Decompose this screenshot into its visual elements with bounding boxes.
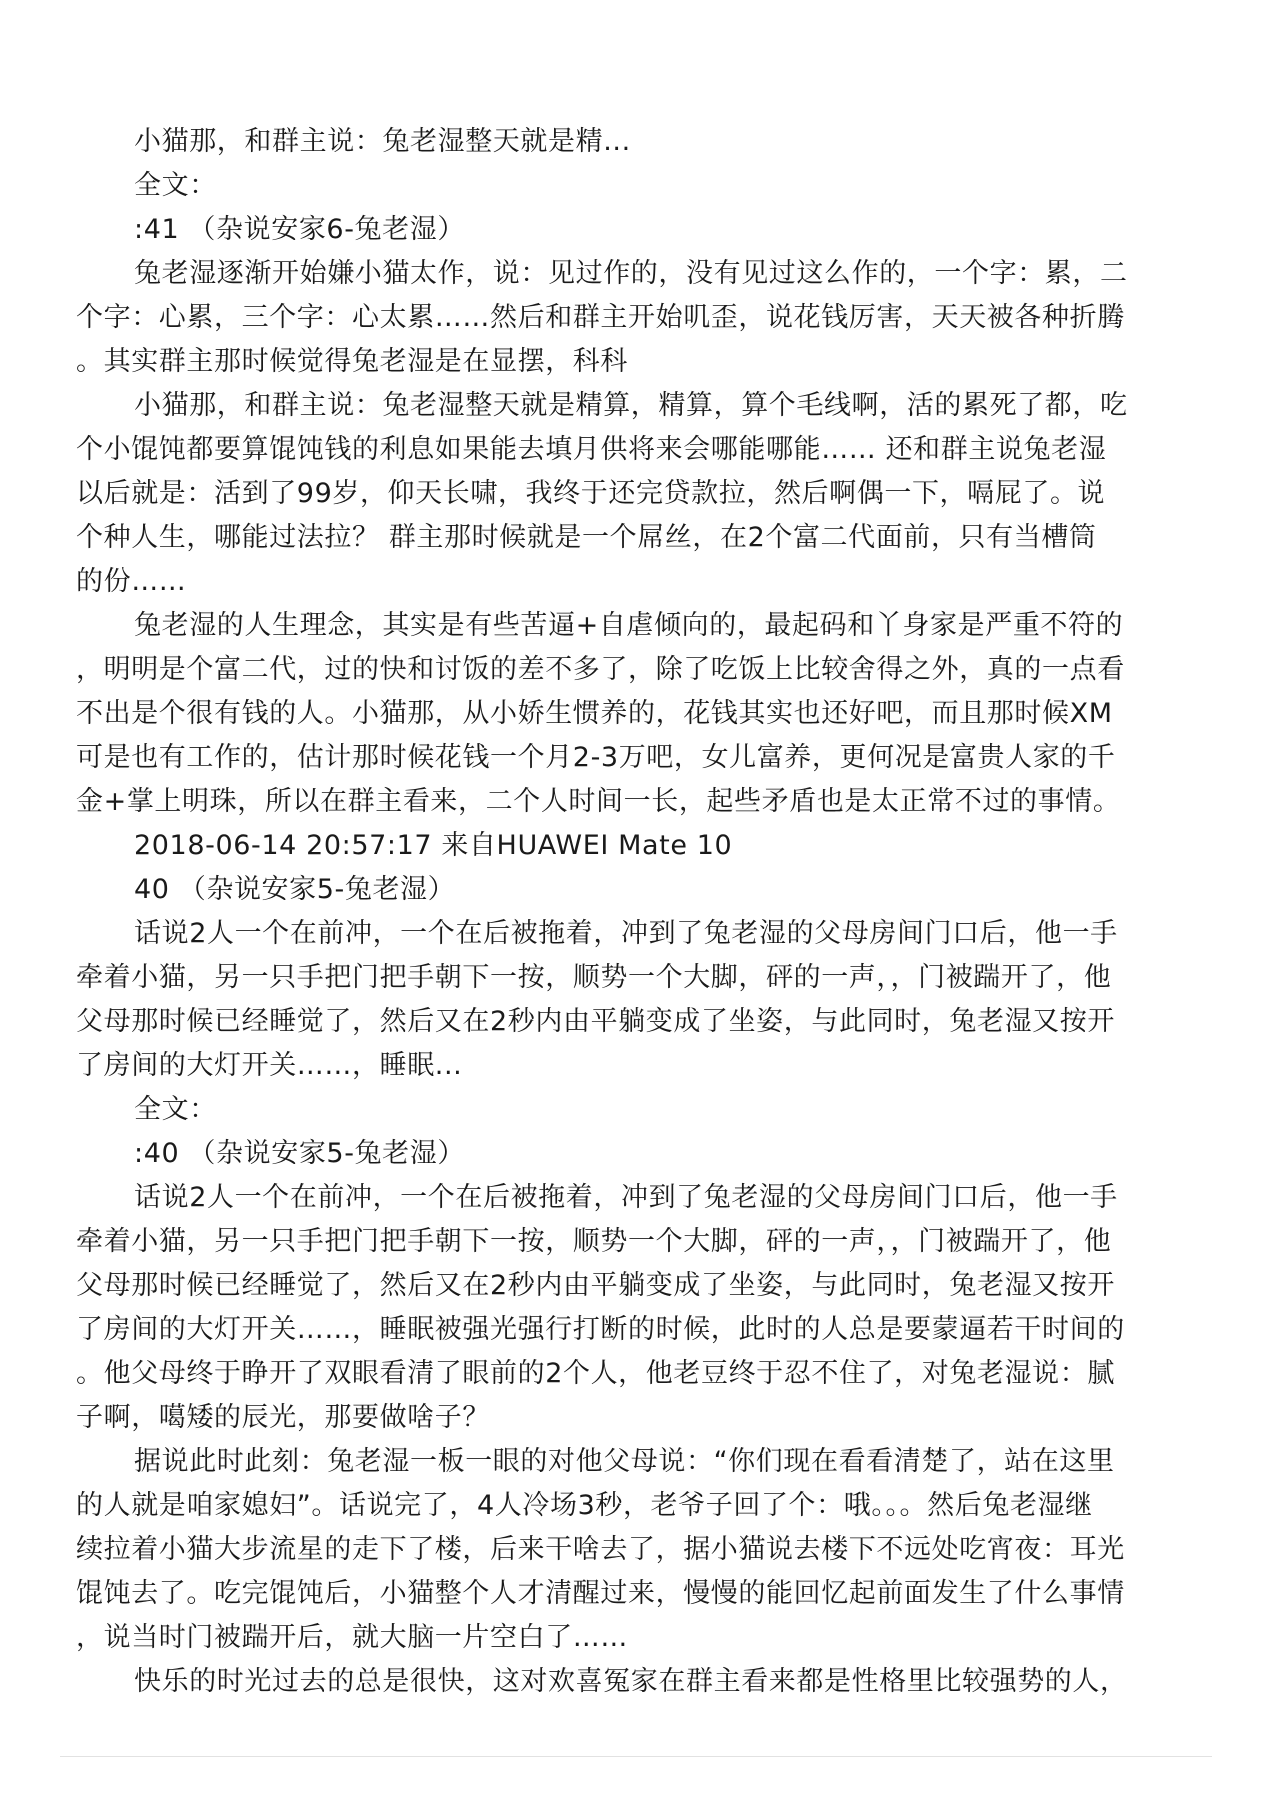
text-line: 话说2人一个在前冲，一个在后被拖着，冲到了兔老湿的父母房间门口后，他一手 [134,1182,1118,1213]
text-line: 父母那时候已经睡觉了，然后又在2秒内由平躺变成了坐姿，与此同时，兔老湿又按开 [76,1270,1115,1301]
text-line: ，说当时门被踹开后，就大脑一片空白了…… [76,1622,628,1653]
section-heading: :40 （杂说安家5-兔老湿） [134,1138,465,1169]
text-line: 据说此时此刻：兔老湿一板一眼的对他父母说：“你们现在看看清楚了，站在这里 [134,1446,1115,1477]
text-line: 个种人生，哪能过法拉？ 群主那时候就是一个屌丝，在2个富二代面前，只有当槽筒 [76,522,1097,553]
text-line: 续拉着小猫大步流星的走下了楼，后来干啥去了，据小猫说去楼下不远处吃宵夜：耳光 [76,1534,1125,1565]
text-line: 的份…… [76,566,187,597]
section-heading: 40 （杂说安家5-兔老湿） [134,874,456,905]
text-line: 不出是个很有钱的人。小猫那，从小娇生惯养的，花钱其实也还好吧，而且那时候XM [76,698,1113,729]
text-line: 全文： [134,1094,217,1125]
text-line: ，明明是个富二代，过的快和讨饭的差不多了，除了吃饭上比较舍得之外，真的一点看 [76,654,1125,685]
text-line: 子啊，噶矮的辰光，那要做啥子？ [76,1402,490,1433]
text-line: 可是也有工作的，估计那时候花钱一个月2-3万吧，女儿富养，更何况是富贵人家的千 [76,742,1116,773]
section-heading: :41 （杂说安家6-兔老湿） [134,214,465,245]
text-line: 金+掌上明珠，所以在群主看来，二个人时间一长，起些矛盾也是太正常不过的事情。 [76,786,1121,817]
text-line: 的人就是咱家媳妇”。话说完了，4人冷场3秒，老爷子回了个：哦。。。然后兔老湿继 [76,1490,1093,1521]
text-line: 了房间的大灯开关……，睡眠... [76,1050,463,1081]
text-line: 小猫那，和群主说：兔老湿整天就是精... [134,126,631,157]
text-line: 快乐的时光过去的总是很快，这对欢喜冤家在群主看来都是性格里比较强势的人， [134,1666,1128,1697]
text-line: 。他父母终于睁开了双眼看清了眼前的2个人，他老豆终于忍不住了，对兔老湿说：腻 [76,1358,1115,1389]
text-line: 兔老湿的人生理念，其实是有些苦逼+自虐倾向的，最起码和丫身家是严重不符的 [134,610,1124,641]
text-line: 牵着小猫，另一只手把门把手朝下一按，顺势一个大脚，砰的一声，，门被踹开了，他 [76,1226,1112,1257]
text-line: 个字：心累，三个字：心太累……然后和群主开始叽歪，说花钱厉害，天天被各种折腾 [76,302,1125,333]
page-divider [60,1756,1212,1757]
text-line: 个小馄饨都要算馄饨钱的利息如果能去填月供将来会哪能哪能…… 还和群主说兔老湿 [76,434,1107,465]
text-line: 馄饨去了。吃完馄饨后，小猫整个人才清醒过来，慢慢的能回忆起前面发生了什么事情 [76,1578,1125,1609]
text-line: 以后就是：活到了99岁，仰天长啸，我终于还完贷款拉，然后啊偶一下，嗝屁了。说 [76,478,1106,509]
text-line: 了房间的大灯开关……，睡眠被强光强行打断的时候，此时的人总是要蒙逼若干时间的 [76,1314,1125,1345]
text-line: 父母那时候已经睡觉了，然后又在2秒内由平躺变成了坐姿，与此同时，兔老湿又按开 [76,1006,1115,1037]
text-line: 兔老湿逐渐开始嫌小猫太作，说：见过作的，没有见过这么作的，一个字：累，二 [134,258,1128,289]
text-line: 。其实群主那时候觉得兔老湿是在显摆，科科 [76,346,628,377]
text-line: 牵着小猫，另一只手把门把手朝下一按，顺势一个大脚，砰的一声，，门被踹开了，他 [76,962,1112,993]
post-timestamp: 2018-06-14 20:57:17 来自HUAWEI Mate 10 [134,830,733,861]
text-line: 小猫那，和群主说：兔老湿整天就是精算，精算，算个毛线啊，活的累死了都，吃 [134,390,1128,421]
document-body [76,120,1196,1704]
text-line: 全文： [134,170,217,201]
text-line: 话说2人一个在前冲，一个在后被拖着，冲到了兔老湿的父母房间门口后，他一手 [134,918,1118,949]
